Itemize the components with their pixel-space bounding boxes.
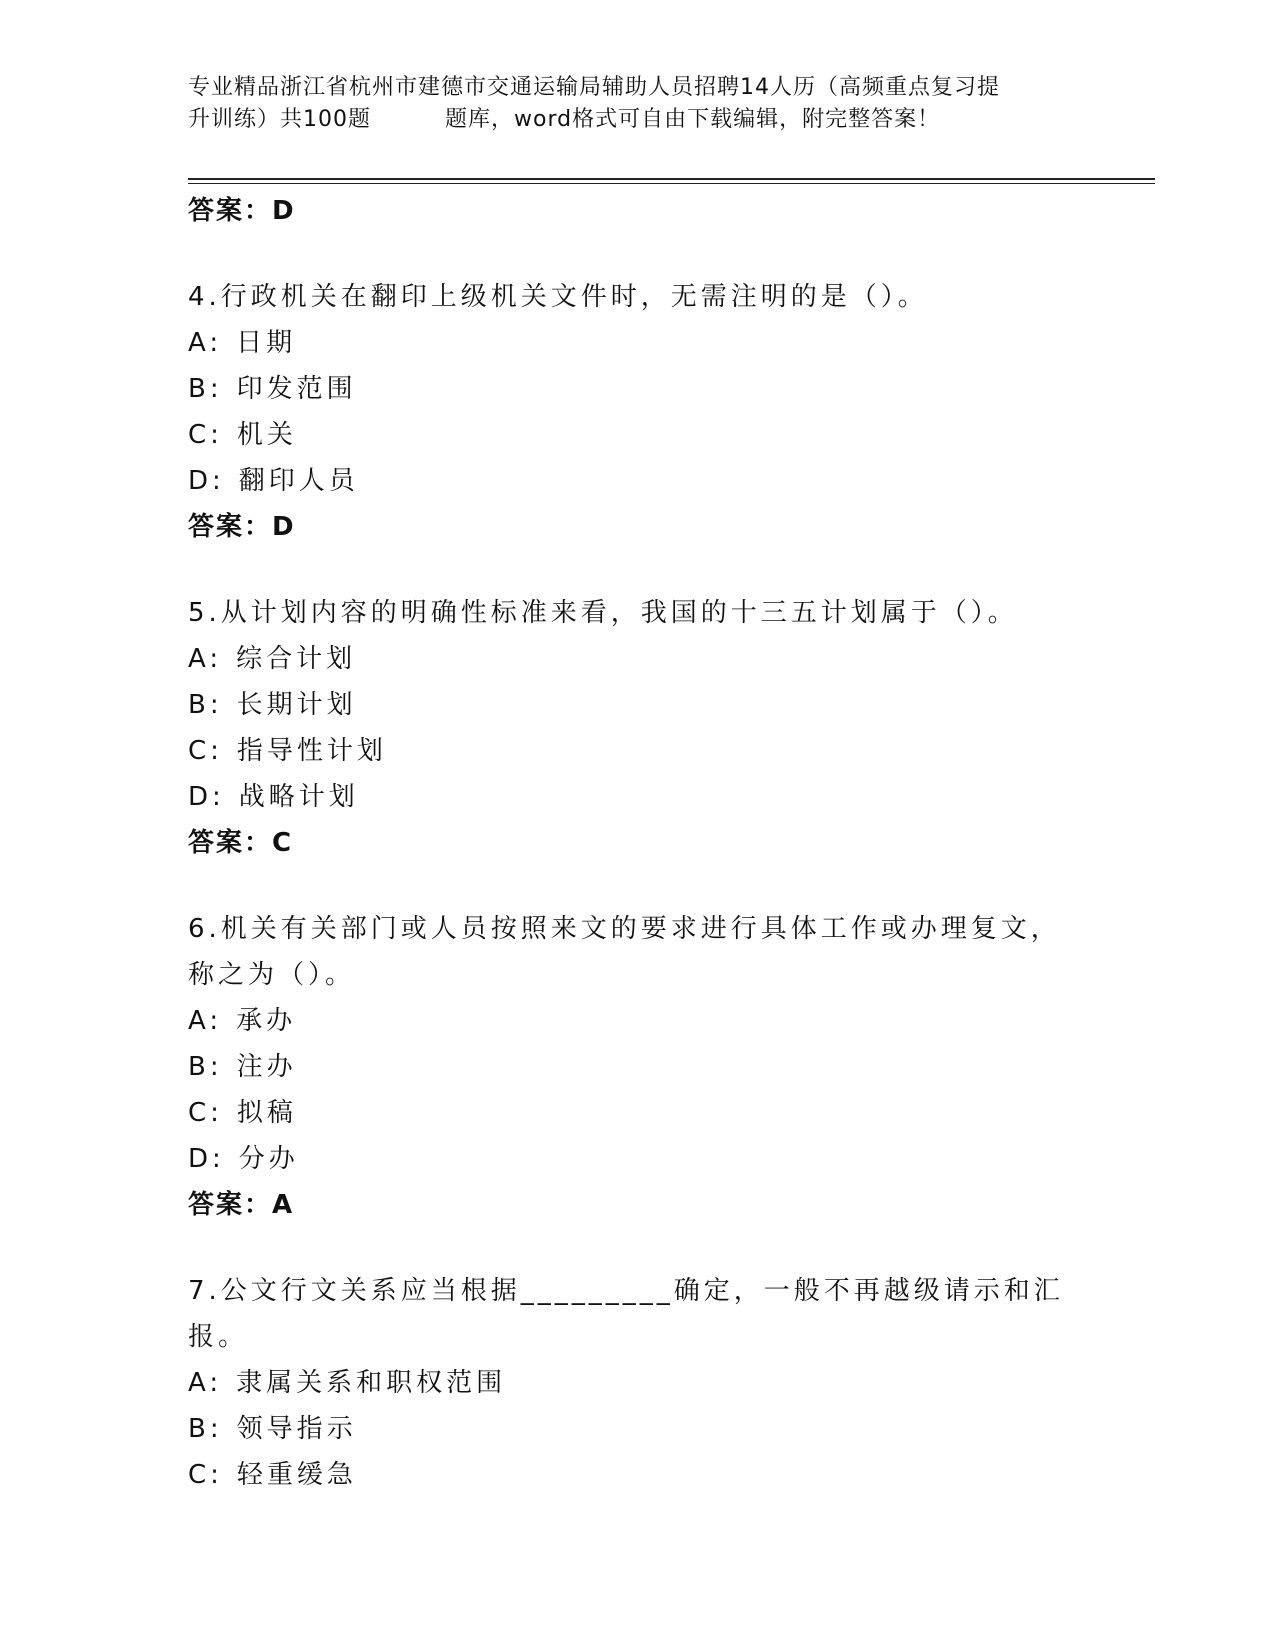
question-stem: 6.机关有关部门或人员按照来文的要求进行具体工作或办理复文，称之为（）。	[188, 914, 1061, 990]
option-text: 指导性计划	[236, 736, 387, 766]
answer-line: 答案：C	[188, 828, 294, 858]
option-text: 拟稿	[236, 1098, 297, 1128]
option-d	[188, 774, 1088, 820]
option-a	[188, 636, 1088, 682]
option-key: B:	[188, 690, 223, 720]
option-c	[188, 1090, 1088, 1136]
option-text: 分办	[238, 1144, 299, 1174]
option-c	[188, 728, 1088, 774]
option-key: C:	[188, 1460, 223, 1490]
option-key: C:	[188, 1098, 223, 1128]
option-key: D:	[188, 466, 225, 496]
header-line-1: 专业精品浙江省杭州市建德市交通运输局辅助人员招聘14人历（高频重点复习提	[188, 75, 1000, 100]
option-text: 综合计划	[236, 644, 357, 674]
option-text: 隶属关系和职权范围	[236, 1368, 507, 1398]
option-text: 日期	[236, 328, 297, 358]
option-key: D:	[188, 1144, 225, 1174]
option-text: 战略计划	[238, 782, 359, 812]
option-key: C:	[188, 736, 223, 766]
option-key: C:	[188, 420, 223, 450]
answer-line: 答案：A	[188, 1190, 295, 1220]
option-a	[188, 998, 1088, 1044]
option-text: 长期计划	[236, 690, 357, 720]
question-stem: 7.公文行文关系应当根据_________确定，一般不再越级请示和汇报。	[188, 1276, 1064, 1352]
option-text: 翻印人员	[238, 466, 359, 496]
option-a	[188, 1360, 1088, 1406]
option-text: 印发范围	[236, 374, 357, 404]
header-line-2-right: 题库，word格式可自由下载编辑，附完整答案！	[445, 107, 941, 132]
option-d	[188, 1136, 1088, 1182]
option-key: D:	[188, 782, 225, 812]
option-b	[188, 1044, 1088, 1090]
header-rule-thin	[188, 183, 1155, 184]
question-block	[188, 274, 1088, 550]
option-key: B:	[188, 374, 223, 404]
question-block	[188, 1268, 1088, 1498]
option-key: B:	[188, 1414, 223, 1444]
question-block	[188, 906, 1088, 1228]
option-b	[188, 366, 1088, 412]
question-list	[188, 188, 1088, 1498]
option-key: A:	[188, 1368, 223, 1398]
header-line-2-left: 升训练）共100题	[188, 107, 371, 132]
option-key: A:	[188, 1006, 223, 1036]
option-text: 注办	[236, 1052, 297, 1082]
option-c	[188, 412, 1088, 458]
header-line-2	[188, 104, 1088, 136]
option-b	[188, 682, 1088, 728]
option-b	[188, 1406, 1088, 1452]
option-c	[188, 1452, 1088, 1498]
option-text: 领导指示	[236, 1414, 357, 1444]
document-header	[188, 72, 1088, 136]
option-text: 承办	[236, 1006, 297, 1036]
option-key: A:	[188, 644, 223, 674]
option-d	[188, 458, 1088, 504]
option-text: 机关	[236, 420, 297, 450]
question-stem: 4.行政机关在翻印上级机关文件时，无需注明的是（）。	[188, 282, 928, 312]
answer-line: 答案：D	[188, 196, 296, 226]
header-rule-thick	[188, 178, 1155, 180]
option-a	[188, 320, 1088, 366]
option-key: A:	[188, 328, 223, 358]
answer-line: 答案：D	[188, 512, 296, 542]
question-block	[188, 590, 1088, 866]
option-text: 轻重缓急	[236, 1460, 357, 1490]
question-stem: 5.从计划内容的明确性标准来看，我国的十三五计划属于（）。	[188, 598, 1018, 628]
option-key: B:	[188, 1052, 223, 1082]
